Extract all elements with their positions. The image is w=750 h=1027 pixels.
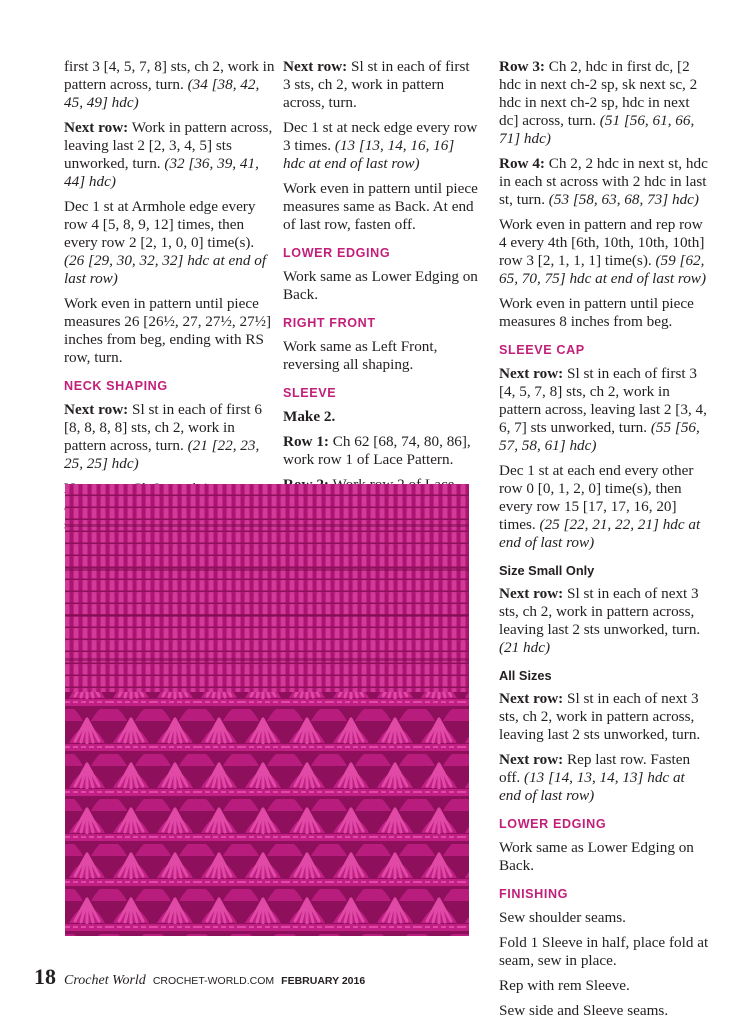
size-heading: Size Small Only	[499, 563, 595, 578]
paragraph: Next row: Work in pattern across, leaving last 2 [2, 3, 4, 5] sts unworked, turn. (32 [36, 39, 41, 44] hdc)	[64, 119, 273, 190]
crochet-texture	[65, 484, 469, 936]
paragraph: Work even in pattern until piece measures same as Back. At end of last row, fasten off.	[283, 180, 478, 233]
section-heading: LOWER EDGING	[283, 246, 391, 260]
section-heading: FINISHING	[499, 887, 569, 901]
paragraph: Work same as Lower Edging on Back.	[283, 268, 478, 303]
page-number: 18	[34, 964, 56, 989]
magazine-url: CROCHET-WORLD.COM	[152, 975, 275, 987]
page-footer	[34, 964, 365, 988]
paragraph: Work same as Left Front, reversing all shaping.	[283, 338, 438, 373]
size-heading: All Sizes	[499, 668, 552, 683]
paragraph: first 3 [4, 5, 7, 8] sts, ch 2, work in pattern across, turn. (34 [38, 42, 45, 49] hdc)	[64, 58, 275, 111]
section-heading: SLEEVE CAP	[499, 343, 585, 357]
paragraph: Work even in pattern until piece measures 8 inches from beg.	[499, 295, 694, 330]
section-heading: SLEEVE	[283, 386, 337, 400]
paragraph: Row 3: Ch 2, hdc in first dc, [2 hdc in next ch-2 sp, sk next sc, 2 hdc in next ch-2 sp, hdc in next dc] across, turn. (51 [56, 61, 66, 71] hdc)	[499, 58, 698, 147]
paragraph: Next row: Sl st in each of first 3 [4, 5, 7, 8] sts, ch 2, work in pattern across, leaving last 2 [3, 4, 6, 7] sts unworked, turn. (55 [56, 57, 58, 61] hdc)	[499, 365, 707, 454]
paragraph: Fold 1 Sleeve in half, place fold at seam, sew in place.	[499, 934, 709, 969]
paragraph: Dec 1 st at neck edge every row 3 times. (13 [13, 14, 16, 16] hdc at end of last row)	[283, 119, 478, 172]
paragraph: Next row: Rep last row. Fasten off. (13 [14, 13, 14, 13] hdc at end of last row)	[499, 751, 691, 804]
paragraph: Make 2.	[283, 408, 336, 425]
paragraph: Sew side and Sleeve seams.	[499, 1002, 669, 1019]
paragraph: Rep with rem Sleeve.	[499, 977, 630, 994]
column-3	[499, 58, 709, 1027]
section-heading: LOWER EDGING	[499, 817, 607, 831]
paragraph: Work even in pattern until piece measures 26 [26½, 27, 27½, 27½] inches from beg, ending with RS row, turn.	[64, 295, 272, 366]
paragraph: Sew shoulder seams.	[499, 909, 626, 926]
section-heading: NECK SHAPING	[64, 379, 168, 393]
section-heading: RIGHT FRONT	[283, 316, 376, 330]
paragraph: Row 1: Ch 62 [68, 74, 80, 86], work row 1 of Lace Pattern.	[283, 433, 471, 468]
paragraph: Next row: Sl st in each of first 6 [8, 8, 8, 8] sts, ch 2, work in pattern across, turn. (21 [22, 23, 25, 25] hdc)	[64, 401, 262, 472]
paragraph: Work even in pattern and rep row 4 every 4th [6th, 10th, 10th, 10th] row 3 [2, 1, 1, 1] time(s). (59 [62, 65, 70, 75] hdc at end of last row)	[499, 216, 706, 287]
column-2	[283, 58, 479, 519]
paragraph: Work same as Lower Edging on Back.	[499, 839, 694, 874]
paragraph: Row 4: Ch 2, 2 hdc in next st, hdc in each st across with 2 hdc in last st, turn. (53 [58, 63, 68, 73] hdc)	[499, 155, 708, 208]
paragraph: Dec 1 st at Armhole edge every row 4 [5, 8, 9, 12] times, then every row 2 [2, 1, 0, 0] time(s). (26 [29, 30, 32, 32] hdc at end of last row)	[64, 198, 267, 287]
issue-date: FEBRUARY 2016	[281, 975, 366, 987]
magazine-name: Crochet World	[64, 973, 146, 988]
paragraph: Dec 1 st at each end every other row 0 [0, 1, 2, 0] time(s), then every row 15 [17, 17, 16, 20] times. (25 [22, 21, 22, 21] hdc at end of last row)	[499, 462, 701, 551]
paragraph: Next row: Sl st in each of next 3 sts, ch 2, work in pattern across, leaving last 2 sts unworked, turn.	[499, 690, 701, 743]
crochet-swatch-photo	[65, 484, 469, 936]
column-1	[64, 58, 276, 541]
paragraph: Next row: Sl st in each of next 3 sts, ch 2, work in pattern across, leaving last 2 sts unworked, turn. (21 hdc)	[499, 585, 701, 656]
paragraph: Next row: Sl st in each of first 3 sts, ch 2, work in pattern across, turn.	[283, 58, 470, 111]
